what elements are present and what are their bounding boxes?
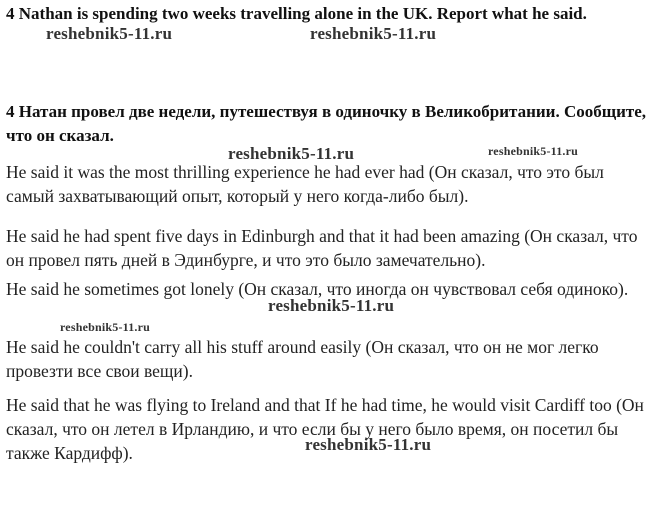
watermark: reshebnik5-11.ru bbox=[228, 144, 355, 163]
answer-paragraph-4: He said he couldn't carry all his stuff around easily (Он сказал, что он не мог легко провезти все свои вещи). bbox=[6, 337, 599, 381]
task-heading-english: 4 Nathan is spending two weeks travelling alone in the UK. Report what he said. bbox=[6, 4, 587, 23]
watermark: reshebnik5-11.ru bbox=[488, 144, 578, 158]
answer-paragraph-5: He said that he was flying to Ireland and that If he had time, he would visit Cardiff too (Он сказал, что он летел в Ирландию, и что если бы у него было время, он посетил бы также Кардифф). bbox=[6, 395, 644, 463]
answer-paragraph-2: He said he had spent five days in Edinburgh and that it had been amazing (Он сказал, что он провел пять дней в Эдинбурге, и что это было замечательно). bbox=[6, 226, 638, 270]
watermark: reshebnik5-11.ru bbox=[268, 296, 395, 315]
watermark: reshebnik5-11.ru bbox=[46, 24, 173, 43]
watermark: reshebnik5-11.ru bbox=[310, 24, 437, 43]
watermark: reshebnik5-11.ru bbox=[60, 320, 150, 334]
answer-paragraph-1: He said it was the most thrilling experience he had ever had (Он сказал, что это был самый захватывающий опыт, который у него когда-либо был). bbox=[6, 162, 604, 206]
watermark: reshebnik5-11.ru bbox=[305, 435, 432, 454]
answer-paragraph-3: He said he sometimes got lonely (Он сказал, что иногда он чувствовал себя одиноко). bbox=[6, 279, 629, 299]
task-heading-russian: 4 Натан провел две недели, путешествуя в одиночку в Великобритании. Сообщите, что он сказал. bbox=[6, 102, 647, 145]
